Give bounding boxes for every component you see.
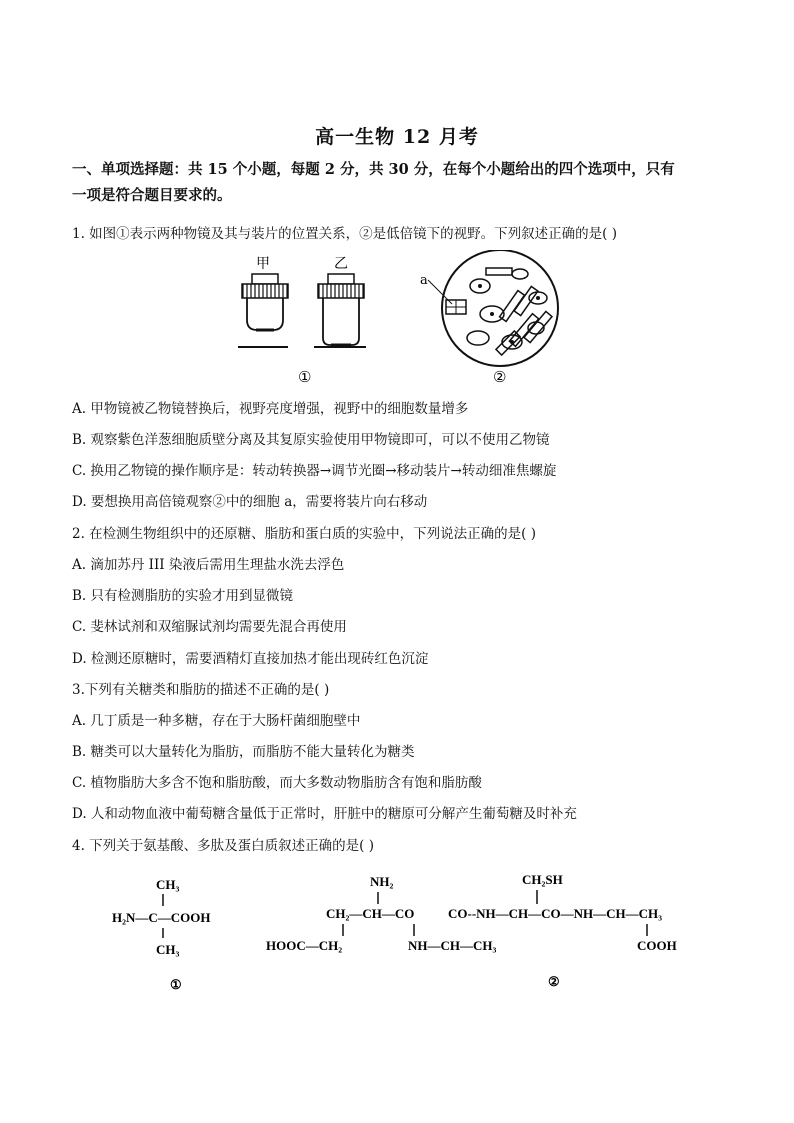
q3-option-c: C. 植物脂肪大多含不饱和脂肪酸，而大多数动物脂肪含有饱和脂肪酸	[72, 775, 482, 791]
q1-option-a: A. 甲物镜被乙物镜替换后，视野亮度增强，视野中的细胞数量增多	[72, 401, 469, 417]
q2-option-c: C. 斐林试剂和双缩脲试剂均需要先混合再使用	[72, 619, 347, 635]
q3-stem: 3.下列有关糖类和脂肪的描述不正确的是( )	[72, 682, 330, 698]
m2-row1a: CH₂—CH—CO	[326, 906, 415, 921]
q2-stem: 2. 在检测生物组织中的还原糖、脂肪和蛋白质的实验中，下列说法正确的是( )	[72, 526, 536, 542]
section-heading-line1: 一、单项选择题：共 15 个小题，每题 2 分，共 30 分，在每个小题给出的四个选项中，只有	[72, 161, 675, 178]
field-of-view	[420, 250, 558, 366]
q2-option-a: A. 滴加苏丹 III 染液后需用生理盐水洗去浮色	[72, 557, 345, 573]
label-jia: 甲	[256, 256, 270, 272]
m2-nh2: NH₂	[370, 874, 394, 889]
q1-caption-1: ①	[298, 368, 312, 386]
label-yi: 乙	[334, 256, 348, 272]
q1-figure	[230, 250, 570, 390]
label-a: a	[420, 273, 428, 288]
q4-stem: 4. 下列关于氨基酸、多肽及蛋白质叙述正确的是( )	[72, 838, 374, 854]
q3-option-d: D. 人和动物血液中葡萄糖含量低于正常时，肝脏中的糖原可分解产生葡萄糖及时补充	[72, 806, 577, 822]
m1-bot: CH₃	[156, 942, 180, 957]
q1-option-b: B. 观察紫色洋葱细胞质壁分离及其复原实验使用甲物镜即可，可以不使用乙物镜	[72, 432, 550, 448]
m2-cooh: COOH	[637, 938, 677, 953]
objective-yi	[314, 256, 366, 347]
m2-row2b: NH—CH—CH₃	[408, 938, 497, 953]
q2-option-d: D. 检测还原糖时，需要酒精灯直接加热才能出现砖红色沉淀	[72, 651, 429, 667]
q2-option-b: B. 只有检测脂肪的实验才用到显微镜	[72, 588, 294, 604]
q4-caption-2: ②	[548, 974, 560, 989]
q1-stem: 1. 如图①表示两种物镜及其与装片的位置关系，②是低倍镜下的视野。下列叙述正确的是( )	[72, 226, 617, 242]
q1-caption-2: ②	[493, 368, 507, 386]
q4-caption-1: ①	[170, 977, 182, 992]
q1-option-c: C. 换用乙物镜的操作顺序是：转动转换器→调节光圈→移动装片→转动细准焦螺旋	[72, 463, 557, 479]
objective-jia	[238, 256, 288, 347]
m2-ch2sh: CH₂SH	[522, 872, 563, 887]
m2-row2a: HOOC—CH₂	[266, 938, 343, 953]
m1-mid: H₂N—C—COOH	[112, 910, 211, 925]
page-title: 高一生物 12 月考	[315, 126, 479, 148]
section-heading-line2: 一项是符合题目要求的。	[72, 187, 232, 204]
m2-row1b: CO--NH—CH—CO—NH—CH—CH₃	[448, 906, 663, 921]
q1-option-d: D. 要想换用高倍镜观察②中的细胞 a，需要将装片向右移动	[72, 494, 428, 510]
q3-option-b: B. 糖类可以大量转化为脂肪，而脂肪不能大量转化为糖类	[72, 744, 415, 760]
q3-option-a: A. 几丁质是一种多糖，存在于大肠杆菌细胞壁中	[72, 713, 361, 729]
m1-top: CH₃	[156, 877, 180, 892]
q4-figure	[100, 862, 720, 1002]
